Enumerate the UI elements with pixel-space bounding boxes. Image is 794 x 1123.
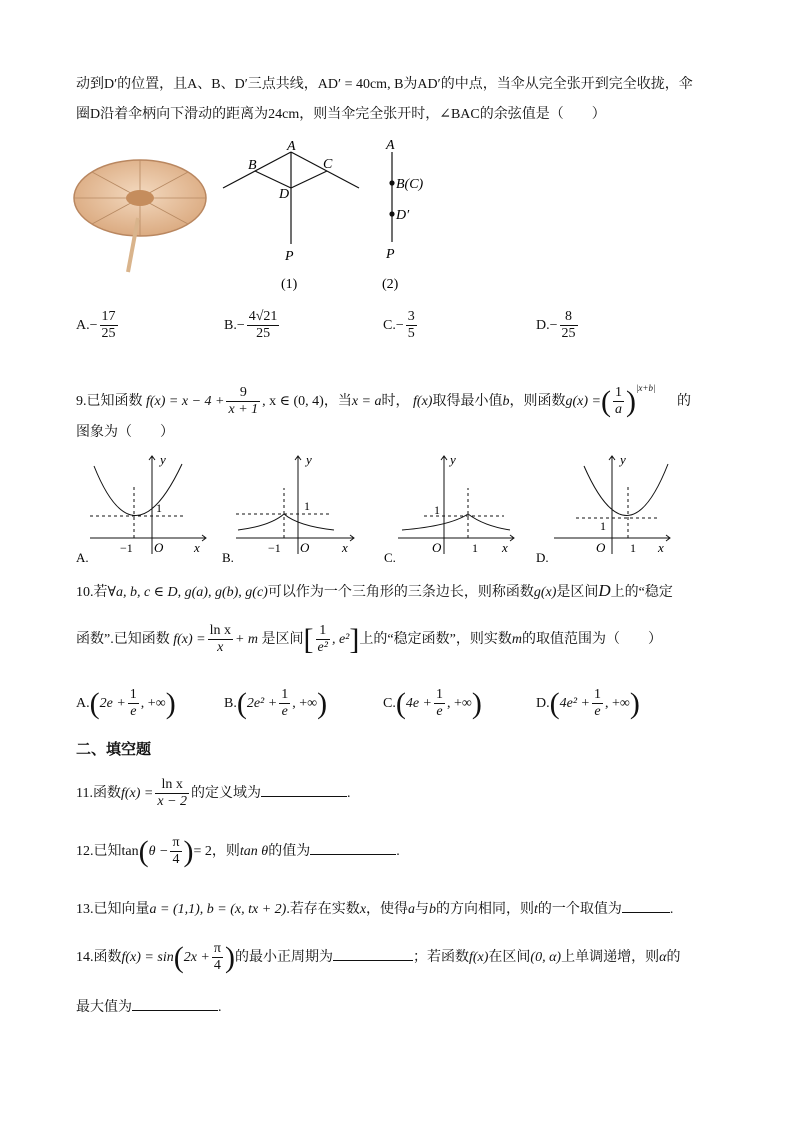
svg-text:y: y [620,454,626,467]
q10-option-c: C.(4e + $\frac{1}{e}$ , +∞) [383,686,482,720]
section-title: 二、填空题 [76,740,152,758]
q12: 12.已知tan(θ − $\frac{\pi}{4}$ )= 2，则tan θ的值为 . [76,834,400,868]
q9-line2: 图象为（ ） [76,425,174,440]
fig2-label-dp: D′ [396,208,410,223]
fig2-label-p: P [386,247,395,262]
svg-text:1: 1 [472,541,478,555]
q8-option-b: B.− $\frac{4√21}{25}$ [224,309,278,342]
svg-text:x: x [194,540,200,555]
umbrella-center [126,190,154,206]
fig1-label-p: P [285,249,294,264]
svg-text:O: O [154,540,164,555]
q10-line2: 函数”.已知函数 f(x) = $\frac{\text{ln x}}{x}$ + m 是区间[ $\frac{1}{\text{e²}}$ , e²]上的“稳定函数”，则实数m的取值范围为（ ） [76,622,662,656]
q10-option-a: A.(2e + $\frac{1}{e}$ , +∞) [76,686,176,720]
q8-option-c: C.− $\frac{3}{5}$ [383,309,415,342]
svg-text:−1: −1 [268,541,281,555]
svg-text:1: 1 [630,541,636,555]
svg-text:C.: C. [384,550,396,564]
q14-answer-blank-1[interactable] [333,946,413,961]
svg-text:1: 1 [156,501,162,515]
umbrella-photo [72,148,212,278]
q8-line2: 圈D沿着伞柄向下滑动的距离为24cm，则当伞完全张开时，∠BAC的余弦值是（ ） [76,107,606,122]
q13: 13.已知向量a = (1,1), b = (x, tx + 2).若存在实数x，使得a与b的方向相同，则t的一个取值为 . [76,898,673,919]
svg-text:B.: B. [222,550,234,564]
svg-text:1: 1 [434,503,440,517]
q11: 11.函数f(x) = $\frac{\text{ln x}}{x - 2}$ 的定义域为 . [76,777,351,810]
q8-option-d: D.− $\frac{8}{25}$ [536,309,576,342]
figure-2 [372,138,442,298]
fig1-label-a: A [287,139,296,154]
fig1-label-b: B [248,158,257,173]
q8-option-a: A.− $\frac{17}{25}$ [76,309,116,342]
q9-graph-b [222,454,362,564]
q8-line1: 动到D′的位置，且A、B、D′三点共线，AD′ = 40cm, B为AD′的中点，当伞从完全张开到完全收拢，伞 [76,77,693,92]
q11-answer-blank[interactable] [261,782,347,797]
q9-graph-c [384,454,524,564]
svg-text:x: x [342,540,348,555]
q12-answer-blank[interactable] [310,840,396,855]
svg-text:A.: A. [76,550,89,564]
q13-answer-blank[interactable] [622,898,670,913]
q10-line1: 10.若∀a, b, c ∈ D, g(a), g(b), g(c)可以作为一个三角形的三条边长，则称函数g(x)是区间D上的“稳定 [76,581,673,600]
svg-text:y: y [160,454,166,467]
q14-line1: 14.函数f(x) = sin(2x + $\frac{\pi}{4}$ )的最小正周期为 ；若函数f(x)在区间(0, α)上单调递增，则α的 [76,940,681,974]
q14-line2: 最大值为 . [76,996,222,1017]
q10-option-b: B.(2e² + $\frac{1}{e}$ , +∞) [224,686,328,720]
q10-option-d: D.(4e² + $\frac{1}{e}$ , +∞) [536,686,640,720]
fig2-label-bc: B(C) [396,177,424,192]
svg-text:O: O [432,540,442,555]
svg-text:1: 1 [600,519,606,533]
fig1-label-d: D [279,187,290,202]
q14-answer-blank-2[interactable] [132,996,218,1011]
svg-text:D.: D. [536,550,549,564]
figure-1 [215,138,365,298]
q9-line1: 9.已知函数 f(x) = x − 4 + $\frac{9}{x + 1}$ , x ∈ (0, 4)，当x = a时， f(x)取得最小值b，则函数g(x) =( $\frac{1}{a}$ )$^{|x+b|}$ 的 [76,383,691,418]
q9-graph-d [536,454,676,564]
svg-text:−1: −1 [120,541,133,555]
fig1-label-c: C [323,157,333,172]
svg-text:O: O [596,540,606,555]
svg-text:O: O [300,540,310,555]
svg-text:x: x [658,540,664,555]
svg-text:y: y [450,454,456,467]
fig2-label-a: A [386,138,395,153]
fig1-caption: (1) [281,277,298,292]
svg-text:1: 1 [304,499,310,513]
svg-text:x: x [502,540,508,555]
q9-graph-a [76,454,216,564]
svg-text:y: y [306,454,312,467]
fig2-caption: (2) [382,277,399,292]
